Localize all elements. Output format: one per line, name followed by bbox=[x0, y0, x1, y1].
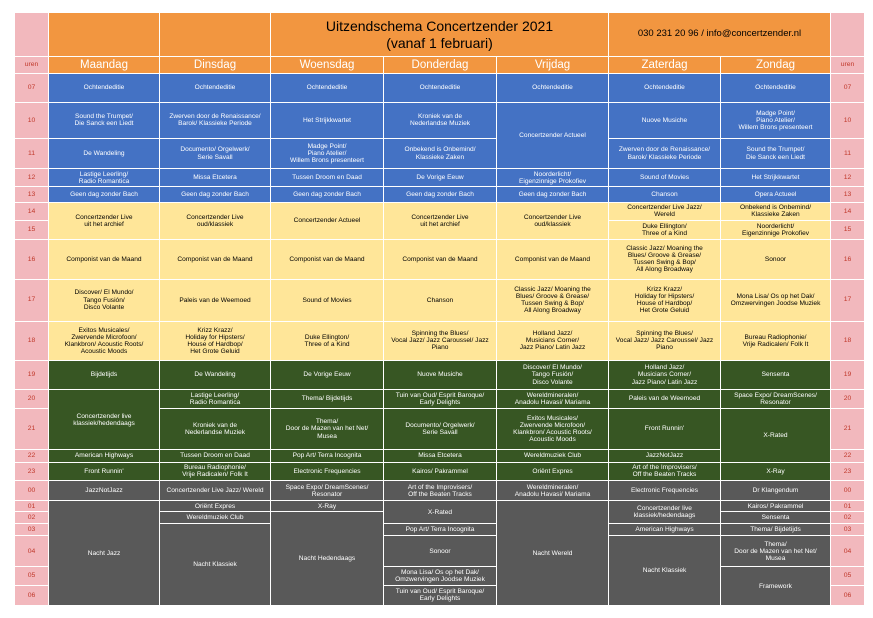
hour-label: 13 bbox=[15, 187, 49, 202]
program-cell: Het Strijkkwartet bbox=[721, 169, 831, 187]
program-cell: Documento/ Orgelwerk/ Serie Savall bbox=[384, 408, 497, 450]
program-cell: Concertzender Live Jazz/ Wereld bbox=[160, 481, 271, 501]
hour-label: 23 bbox=[831, 462, 865, 481]
header-blank bbox=[160, 13, 271, 57]
program-cell: Tussen Droom en Daad bbox=[160, 450, 271, 462]
hour-label: 00 bbox=[15, 481, 49, 501]
hour-label: 12 bbox=[831, 169, 865, 187]
program-cell: Nacht Wereld bbox=[497, 501, 609, 606]
program-cell: Nacht Klassiek bbox=[160, 524, 271, 606]
hour-label: 20 bbox=[15, 389, 49, 408]
hour-label: 07 bbox=[831, 73, 865, 103]
program-cell: Ochtendeditie bbox=[271, 73, 384, 103]
program-cell: Front Runnin' bbox=[49, 462, 160, 481]
program-cell: Sensenta bbox=[721, 361, 831, 390]
hour-label: 22 bbox=[15, 450, 49, 462]
hour-label: 05 bbox=[831, 567, 865, 586]
program-cell: Duke Ellington/ Three of a Kind bbox=[271, 321, 384, 361]
program-cell: Sensenta bbox=[721, 512, 831, 524]
program-cell: JazzNotJazz bbox=[609, 450, 721, 462]
program-cell: Chanson bbox=[384, 279, 497, 321]
hour-label: 06 bbox=[15, 585, 49, 605]
hour-label: 11 bbox=[831, 138, 865, 169]
program-cell: Tuin van Oud/ Esprit Baroque/ Early Delights bbox=[384, 389, 497, 408]
program-cell: Opera Actueel bbox=[721, 187, 831, 202]
day-header-donderdag: Donderdag bbox=[384, 57, 497, 74]
program-cell: Pop Art/ Terra Incognita bbox=[384, 524, 497, 536]
hour-label: 16 bbox=[831, 240, 865, 280]
hour-label: 04 bbox=[831, 536, 865, 567]
title-line-1: Uitzendschema Concertzender 2021 bbox=[325, 18, 554, 35]
hour-label: 03 bbox=[831, 524, 865, 536]
program-cell: Nuove Musiche bbox=[384, 361, 497, 390]
program-cell: Componist van de Maand bbox=[160, 240, 271, 280]
program-cell: American Highways bbox=[49, 450, 160, 462]
day-header-maandag: Maandag bbox=[49, 57, 160, 74]
program-cell: Kairos/ Pakrammel bbox=[721, 501, 831, 512]
contact-info: 030 231 20 96 / info@concertzender.nl bbox=[609, 13, 831, 57]
program-cell: Ochtendeditie bbox=[721, 73, 831, 103]
program-cell: Framework bbox=[721, 567, 831, 606]
program-cell: Paleis van de Weemoed bbox=[160, 279, 271, 321]
program-cell: Bijdetijds bbox=[49, 361, 160, 390]
program-cell: Oriënt Expres bbox=[160, 501, 271, 512]
program-cell: Pop Art/ Terra Incognita bbox=[271, 450, 384, 462]
hour-label: 20 bbox=[831, 389, 865, 408]
program-cell: Classic Jazz/ Moaning the Blues/ Groove & Grease/ Tussen Swing & Bop/ All Along Broadway bbox=[609, 240, 721, 280]
day-header-zaterdag: Zaterdag bbox=[609, 57, 721, 74]
hour-label: 04 bbox=[15, 536, 49, 567]
program-cell: Chanson bbox=[609, 187, 721, 202]
hour-label: 23 bbox=[15, 462, 49, 481]
uren-label-right: uren bbox=[831, 57, 865, 74]
program-cell: Geen dag zonder Bach bbox=[497, 187, 609, 202]
program-cell: Bureau Radiophonie/ Vrije Radicalen/ Folk It bbox=[721, 321, 831, 361]
program-cell: Art of the Improvisers/ Off the Beaten Tracks bbox=[609, 462, 721, 481]
program-cell: Missa Etcetera bbox=[160, 169, 271, 187]
program-cell: Onbekend is Onbemind/ Klassieke Zaken bbox=[721, 202, 831, 221]
program-cell: X-Rated bbox=[384, 501, 497, 524]
program-cell: American Highways bbox=[609, 524, 721, 536]
program-cell: Madge Point/ Piano Atelier/ Willem Brons presenteert bbox=[271, 138, 384, 169]
program-cell: Concertzender Live oud/klassiek bbox=[497, 202, 609, 239]
program-cell: Spinning the Blues/ Vocal Jazz/ Jazz Caroussel/ Jazz Piano bbox=[609, 321, 721, 361]
program-cell: Geen dag zonder Bach bbox=[49, 187, 160, 202]
hour-label: 12 bbox=[15, 169, 49, 187]
program-cell: Bureau Radiophonie/ Vrije Radicalen/ Folk It bbox=[160, 462, 271, 481]
hour-label: 13 bbox=[831, 187, 865, 202]
program-cell: Nacht Jazz bbox=[49, 501, 160, 606]
program-cell: Discover/ El Mundo/ Tango Fusión/ Disco Volante bbox=[497, 361, 609, 390]
program-cell: Space Expo/ DreamScenes/ Resonator bbox=[271, 481, 384, 501]
hour-label: 19 bbox=[831, 361, 865, 390]
program-cell: X-Rated bbox=[721, 408, 831, 462]
day-header-dinsdag: Dinsdag bbox=[160, 57, 271, 74]
hour-label: 17 bbox=[15, 279, 49, 321]
corner-cell-right bbox=[831, 13, 865, 57]
program-cell: Geen dag zonder Bach bbox=[271, 187, 384, 202]
program-cell: Front Runnin' bbox=[609, 408, 721, 450]
program-cell: Lastige Leerling/ Radio Romantica bbox=[160, 389, 271, 408]
program-cell: Missa Etcetera bbox=[384, 450, 497, 462]
program-cell: Thema/ Bijdetijds bbox=[721, 524, 831, 536]
program-cell: Noorderlicht/ Eigenzinnige Prokofiev bbox=[721, 221, 831, 240]
hour-label: 00 bbox=[831, 481, 865, 501]
program-cell: Krizz Krazz/ Holiday for Hipsters/ House of Hardbop/ Het Grote Geluid bbox=[609, 279, 721, 321]
program-cell: Kairos/ Pakrammel bbox=[384, 462, 497, 481]
hour-label: 14 bbox=[831, 202, 865, 221]
hour-label: 05 bbox=[15, 567, 49, 586]
program-cell: Duke Ellington/ Three of a Kind bbox=[609, 221, 721, 240]
program-cell: Ochtendeditie bbox=[49, 73, 160, 103]
program-cell: Nacht Klassiek bbox=[609, 536, 721, 606]
program-cell: Thema/ Door de Mazen van het Net/ Musea bbox=[721, 536, 831, 567]
day-header-vrijdag: Vrijdag bbox=[497, 57, 609, 74]
program-cell: Art of the Improvisers/ Off the Beaten Tracks bbox=[384, 481, 497, 501]
hour-label: 01 bbox=[15, 501, 49, 512]
program-cell: Nuove Musiche bbox=[609, 103, 721, 138]
program-cell: Concertzender Live oud/klassiek bbox=[160, 202, 271, 239]
program-cell: Noorderlicht/ Eigenzinnige Prokofiev bbox=[497, 169, 609, 187]
program-cell: Het Strijkkwartet bbox=[271, 103, 384, 138]
program-cell: Componist van de Maand bbox=[384, 240, 497, 280]
program-cell: Concertzender Actueel bbox=[271, 202, 384, 239]
program-cell: Geen dag zonder Bach bbox=[160, 187, 271, 202]
day-header-woensdag: Woensdag bbox=[271, 57, 384, 74]
program-cell: Concertzender Live Jazz/ Wereld bbox=[609, 202, 721, 221]
hour-label: 16 bbox=[15, 240, 49, 280]
program-cell: Sound of Movies bbox=[271, 279, 384, 321]
program-cell: Mona Lisa/ Os op het Dak/ Omzwervingen Joodse Muziek bbox=[384, 567, 497, 586]
program-cell: Ochtendeditie bbox=[609, 73, 721, 103]
program-cell: Holland Jazz/ Musicians Corner/ Jazz Piano/ Latin Jazz bbox=[609, 361, 721, 390]
header-blank bbox=[49, 13, 160, 57]
corner-cell-left bbox=[15, 13, 49, 57]
program-cell: De Wandeling bbox=[160, 361, 271, 390]
hour-label: 15 bbox=[15, 221, 49, 240]
hour-label: 02 bbox=[831, 512, 865, 524]
program-cell: Concertzender live klassiek/hedendaags bbox=[609, 501, 721, 524]
hour-label: 18 bbox=[831, 321, 865, 361]
program-cell: Exitos Musicales/ Zwervende Microfoon/ Klankbron/ Acoustic Roots/ Acoustic Moods bbox=[497, 408, 609, 450]
program-cell: Discover/ El Mundo/ Tango Fusión/ Disco Volante bbox=[49, 279, 160, 321]
program-cell: Tuin van Oud/ Esprit Baroque/ Early Delights bbox=[384, 585, 497, 605]
program-cell: Oriënt Expres bbox=[497, 462, 609, 481]
program-cell: Exitos Musicales/ Zwervende Microfoon/ Klankbron/ Acoustic Roots/ Acoustic Moods bbox=[49, 321, 160, 361]
program-cell: Dr Klangendum bbox=[721, 481, 831, 501]
program-cell: Geen dag zonder Bach bbox=[384, 187, 497, 202]
hour-label: 10 bbox=[15, 103, 49, 138]
page-title bbox=[271, 13, 609, 57]
program-cell: Lastige Leerling/ Radio Romantica bbox=[49, 169, 160, 187]
program-cell: Concertzender live klassiek/hedendaags bbox=[49, 389, 160, 450]
program-cell: Spinning the Blues/ Vocal Jazz/ Jazz Caroussel/ Jazz Piano bbox=[384, 321, 497, 361]
program-cell: Wereldmuziek Club bbox=[497, 450, 609, 462]
program-cell: Holland Jazz/ Musicians Corner/ Jazz Piano/ Latin Jazz bbox=[497, 321, 609, 361]
program-cell: Thema/ Bijdetijds bbox=[271, 389, 384, 408]
hour-label: 11 bbox=[15, 138, 49, 169]
program-cell: X-Ray bbox=[721, 462, 831, 481]
hour-label: 19 bbox=[15, 361, 49, 390]
program-cell: Mona Lisa/ Os op het Dak/ Omzwervingen Joodse Muziek bbox=[721, 279, 831, 321]
hour-label: 01 bbox=[831, 501, 865, 512]
program-cell: Classic Jazz/ Moaning the Blues/ Groove & Grease/ Tussen Swing & Bop/ All Along Broadway bbox=[497, 279, 609, 321]
hour-label: 07 bbox=[15, 73, 49, 103]
program-cell: Componist van de Maand bbox=[49, 240, 160, 280]
hour-label: 22 bbox=[831, 450, 865, 462]
program-cell: Tussen Droom en Daad bbox=[271, 169, 384, 187]
program-cell: Nacht Hedendaags bbox=[271, 512, 384, 606]
program-cell: Concertzender Live uit het archief bbox=[384, 202, 497, 239]
uren-label-left: uren bbox=[15, 57, 49, 74]
program-cell: De Vorige Eeuw bbox=[271, 361, 384, 390]
program-cell: JazzNotJazz bbox=[49, 481, 160, 501]
hour-label: 21 bbox=[15, 408, 49, 450]
program-cell: Concertzender Live uit het archief bbox=[49, 202, 160, 239]
hour-label: 18 bbox=[15, 321, 49, 361]
program-cell: Componist van de Maand bbox=[497, 240, 609, 280]
program-cell: Sound the Trumpet/ Die Sanck een Liedt bbox=[49, 103, 160, 138]
program-cell: Sound the Trumpet/ Die Sanck een Liedt bbox=[721, 138, 831, 169]
program-cell: Wereldmineralen/ Anadolu Havasi/ Mariama bbox=[497, 389, 609, 408]
program-cell: Ochtendeditie bbox=[497, 73, 609, 103]
program-cell: Krizz Krazz/ Holiday for Hipsters/ House of Hardbop/ Het Grote Geluid bbox=[160, 321, 271, 361]
broadcast-schedule-table bbox=[14, 12, 865, 606]
program-cell: Concertzender Actueel bbox=[497, 103, 609, 169]
program-cell: Wereldmineralen/ Anadolu Havasi/ Mariama bbox=[497, 481, 609, 501]
program-cell: Kroniek van de Nederlandse Muziek bbox=[160, 408, 271, 450]
hour-label: 10 bbox=[831, 103, 865, 138]
program-cell: Ochtendeditie bbox=[160, 73, 271, 103]
program-cell: Zwerven door de Renaissance/ Barok/ Klassieke Periode bbox=[160, 103, 271, 138]
program-cell: Sonoor bbox=[721, 240, 831, 280]
hour-label: 03 bbox=[15, 524, 49, 536]
program-cell: Thema/ Door de Mazen van het Net/ Musea bbox=[271, 408, 384, 450]
program-cell: X-Ray bbox=[271, 501, 384, 512]
program-cell: Kroniek van de Nederlandse Muziek bbox=[384, 103, 497, 138]
hour-label: 15 bbox=[831, 221, 865, 240]
hour-label: 02 bbox=[15, 512, 49, 524]
program-cell: Madge Point/ Piano Atelier/ Willem Brons presenteert bbox=[721, 103, 831, 138]
day-header-zondag: Zondag bbox=[721, 57, 831, 74]
program-cell: Onbekend is Onbemind/ Klassieke Zaken bbox=[384, 138, 497, 169]
program-cell: Documento/ Orgelwerk/ Serie Savall bbox=[160, 138, 271, 169]
program-cell: Electronic Frequencies bbox=[609, 481, 721, 501]
hour-label: 17 bbox=[831, 279, 865, 321]
program-cell: Sound of Movies bbox=[609, 169, 721, 187]
program-cell: Componist van de Maand bbox=[271, 240, 384, 280]
program-cell: Zwerven door de Renaissance/ Barok/ Klassieke Periode bbox=[609, 138, 721, 169]
hour-label: 14 bbox=[15, 202, 49, 221]
hour-label: 06 bbox=[831, 585, 865, 605]
program-cell: De Wandeling bbox=[49, 138, 160, 169]
program-cell: Wereldmuziek Club bbox=[160, 512, 271, 524]
program-cell: Space Expo/ DreamScenes/ Resonator bbox=[721, 389, 831, 408]
program-cell: Electronic Frequencies bbox=[271, 462, 384, 481]
program-cell: Ochtendeditie bbox=[384, 73, 497, 103]
hour-label: 21 bbox=[831, 408, 865, 450]
program-cell: De Vorige Eeuw bbox=[384, 169, 497, 187]
program-cell: Sonoor bbox=[384, 536, 497, 567]
title-line-2: (vanaf 1 februari) bbox=[386, 34, 493, 51]
program-cell: Paleis van de Weemoed bbox=[609, 389, 721, 408]
